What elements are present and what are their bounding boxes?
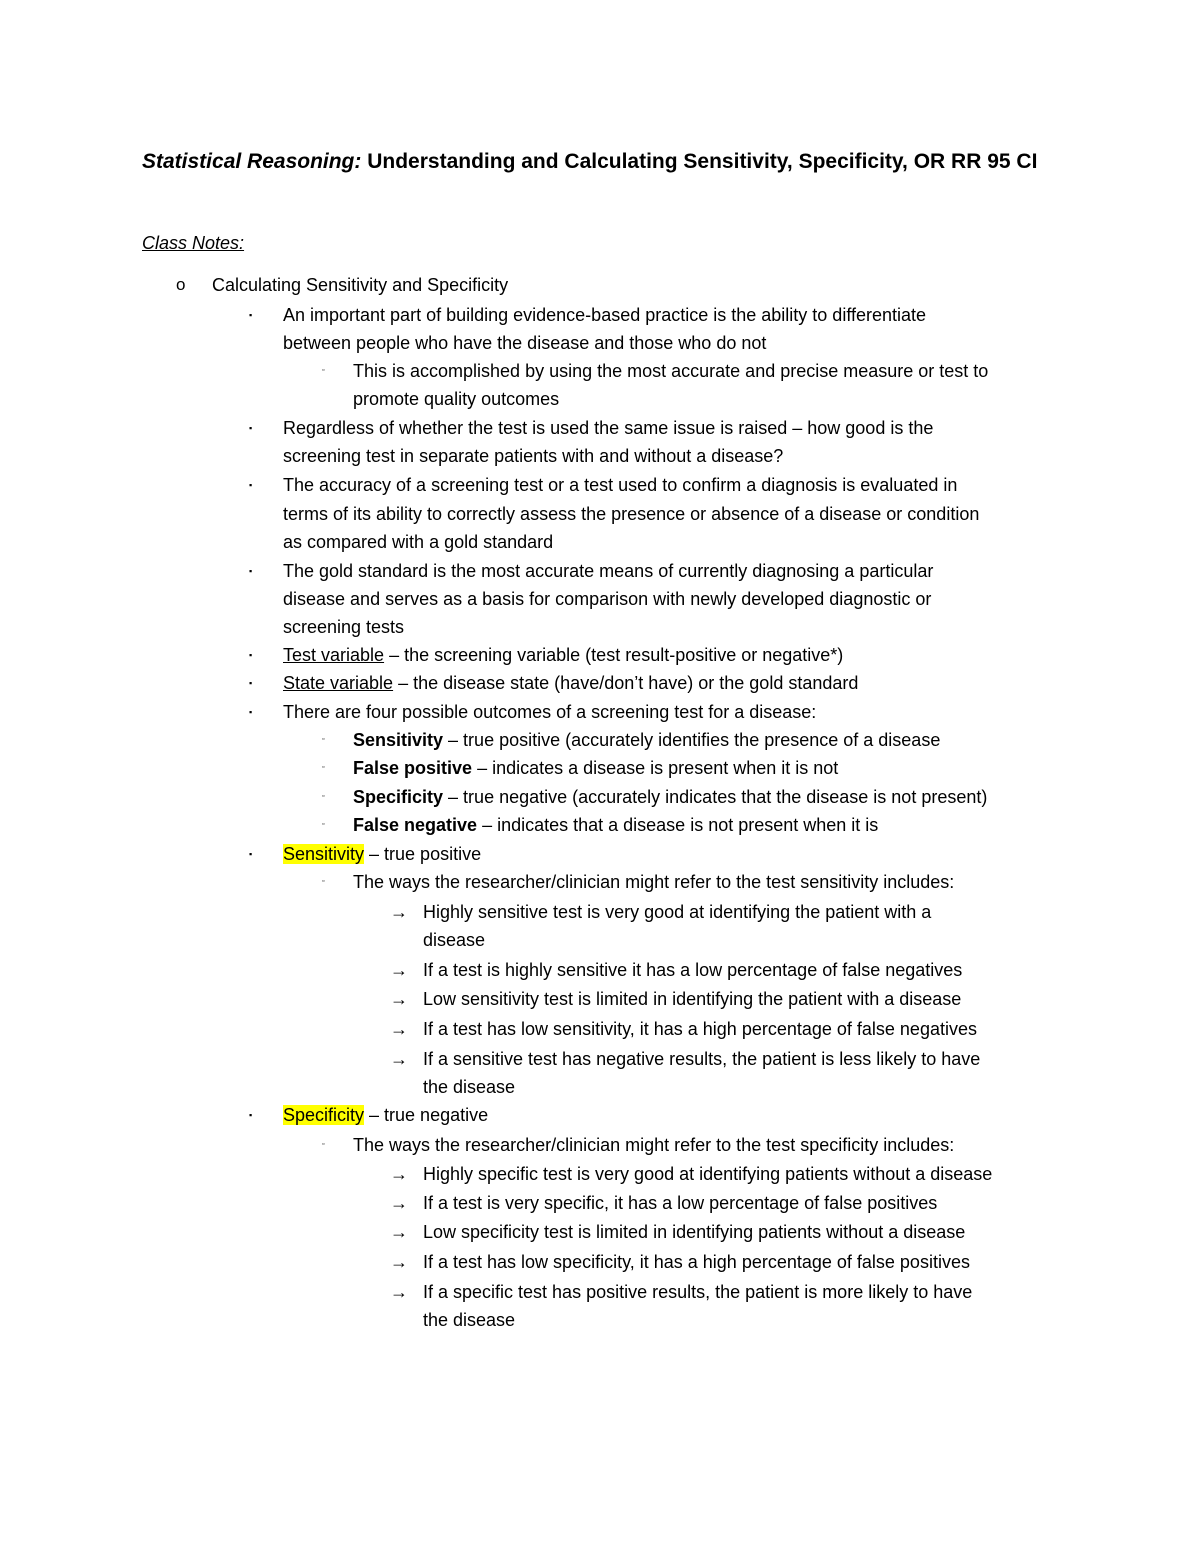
small-square-bullet-icon: ▫ xyxy=(322,878,325,885)
square-bullet-icon: ▪ xyxy=(249,849,253,859)
sub-bullet-line xyxy=(353,783,987,811)
bullet-line: disease and serves as a basis for comparison with newly developed diagnostic or xyxy=(283,589,932,609)
term-test-variable: Test variable xyxy=(283,645,385,665)
bullet-line: The gold standard is the most accurate means of currently diagnosing a particular xyxy=(283,561,934,581)
title-main-part: Understanding and Calculating Sensitivity, Specificity, OR RR 95 CI xyxy=(361,150,1038,173)
term-definition: – true negative (accurately indicates that the disease is not present) xyxy=(443,787,988,807)
arrow-item-line: If a sensitive test has negative results, the patient is less likely to have xyxy=(423,1049,981,1069)
small-square-bullet-icon: ▫ xyxy=(322,764,325,771)
small-square-bullet-icon: ▫ xyxy=(322,793,325,800)
sub-bullet-line: The ways the researcher/clinician might refer to the test specificity includes: xyxy=(353,1135,955,1155)
small-square-bullet-icon: ▫ xyxy=(322,736,325,743)
highlighted-term-sensitivity: Sensitivity xyxy=(283,844,365,864)
bullet-line: as compared with a gold standard xyxy=(283,532,554,552)
bullet-line xyxy=(283,1101,488,1129)
page-title xyxy=(142,147,1037,177)
term-definition: – indicates that a disease is not present when it is xyxy=(477,815,879,835)
arrow-right-icon: → xyxy=(390,902,408,922)
section-label: Class Notes: xyxy=(142,233,245,253)
small-square-bullet-icon: ▫ xyxy=(322,367,325,374)
bullet-line: Regardless of whether the test is used the same issue is raised – how good is the xyxy=(283,418,934,438)
bullet-line: screening tests xyxy=(283,617,405,637)
term-false-negative: False negative xyxy=(353,815,478,835)
small-square-bullet-icon: ▫ xyxy=(322,821,325,828)
square-bullet-icon: ▪ xyxy=(249,566,253,576)
bullet-line: There are four possible outcomes of a screening test for a disease: xyxy=(283,702,817,722)
arrow-item-line: Low specificity test is limited in identifying patients without a disease xyxy=(423,1222,966,1242)
bullet-line: screening test in separate patients with and without a disease? xyxy=(283,446,784,466)
term-definition: – true positive (accurately identifies the presence of a disease xyxy=(443,730,941,750)
term-definition: – the disease state (have/don’t have) or the gold standard xyxy=(393,673,859,693)
sub-bullet-line xyxy=(353,754,838,782)
arrow-item-line: the disease xyxy=(423,1310,516,1330)
sub-bullet-line: This is accomplished by using the most accurate and precise measure or test to xyxy=(353,361,989,381)
arrow-item-line: Highly sensitive test is very good at identifying the patient with a xyxy=(423,902,932,922)
arrow-right-icon: → xyxy=(390,1282,408,1302)
arrow-right-icon: → xyxy=(390,989,408,1009)
bullet-line xyxy=(283,641,843,669)
square-bullet-icon: ▪ xyxy=(249,480,253,490)
outline-heading: Calculating Sensitivity and Specificity xyxy=(212,275,509,295)
arrow-right-icon: → xyxy=(390,1252,408,1272)
arrow-right-icon: → xyxy=(390,1019,408,1039)
arrow-item-line: Highly specific test is very good at identifying patients without a disease xyxy=(423,1164,993,1184)
bullet-line xyxy=(283,669,858,697)
bullet-line: The accuracy of a screening test or a test used to confirm a diagnosis is evaluated in xyxy=(283,475,958,495)
title-italic-part: Statistical Reasoning: xyxy=(142,150,362,173)
square-bullet-icon: ▪ xyxy=(249,310,253,320)
arrow-right-icon: → xyxy=(390,960,408,980)
arrow-right-icon: → xyxy=(390,1222,408,1242)
term-state-variable: State variable xyxy=(283,673,394,693)
arrow-right-icon: → xyxy=(390,1193,408,1213)
term-definition: – the screening variable (test result-positive or negative*) xyxy=(384,645,844,665)
square-bullet-icon: ▪ xyxy=(249,1110,253,1120)
term-definition: – true positive xyxy=(364,844,482,864)
sub-bullet-line: The ways the researcher/clinician might refer to the test sensitivity includes: xyxy=(353,872,955,892)
bullet-line: between people who have the disease and those who do not xyxy=(283,333,767,353)
small-square-bullet-icon: ▫ xyxy=(322,1141,325,1148)
term-specificity: Specificity xyxy=(353,787,444,807)
bullet-line: An important part of building evidence-based practice is the ability to differentiate xyxy=(283,305,927,325)
term-definition: – true negative xyxy=(364,1105,489,1125)
circle-bullet-icon: o xyxy=(176,275,186,294)
term-sensitivity: Sensitivity xyxy=(353,730,444,750)
square-bullet-icon: ▪ xyxy=(249,678,253,688)
sub-bullet-line xyxy=(353,811,878,839)
term-definition: – indicates a disease is present when it is not xyxy=(472,758,839,778)
arrow-item-line: If a specific test has positive results, the patient is more likely to have xyxy=(423,1282,973,1302)
arrow-item-line: If a test has low sensitivity, it has a high percentage of false negatives xyxy=(423,1019,977,1039)
square-bullet-icon: ▪ xyxy=(249,423,253,433)
arrow-item-line: If a test is highly sensitive it has a low percentage of false negatives xyxy=(423,960,963,980)
arrow-item-line: the disease xyxy=(423,1077,516,1097)
highlighted-term-specificity: Specificity xyxy=(283,1105,365,1125)
arrow-item-line: disease xyxy=(423,930,486,950)
bullet-line xyxy=(283,840,481,868)
square-bullet-icon: ▪ xyxy=(249,650,253,660)
sub-bullet-line: promote quality outcomes xyxy=(353,389,560,409)
arrow-item-line: Low sensitivity test is limited in identifying the patient with a disease xyxy=(423,989,962,1009)
arrow-item-line: If a test is very specific, it has a low percentage of false positives xyxy=(423,1193,938,1213)
arrow-item-line: If a test has low specificity, it has a high percentage of false positives xyxy=(423,1252,970,1272)
bullet-line: terms of its ability to correctly assess the presence or absence of a disease or condition xyxy=(283,504,980,524)
sub-bullet-line xyxy=(353,726,940,754)
term-false-positive: False positive xyxy=(353,758,473,778)
arrow-right-icon: → xyxy=(390,1164,408,1184)
arrow-right-icon: → xyxy=(390,1049,408,1069)
square-bullet-icon: ▪ xyxy=(249,707,253,717)
